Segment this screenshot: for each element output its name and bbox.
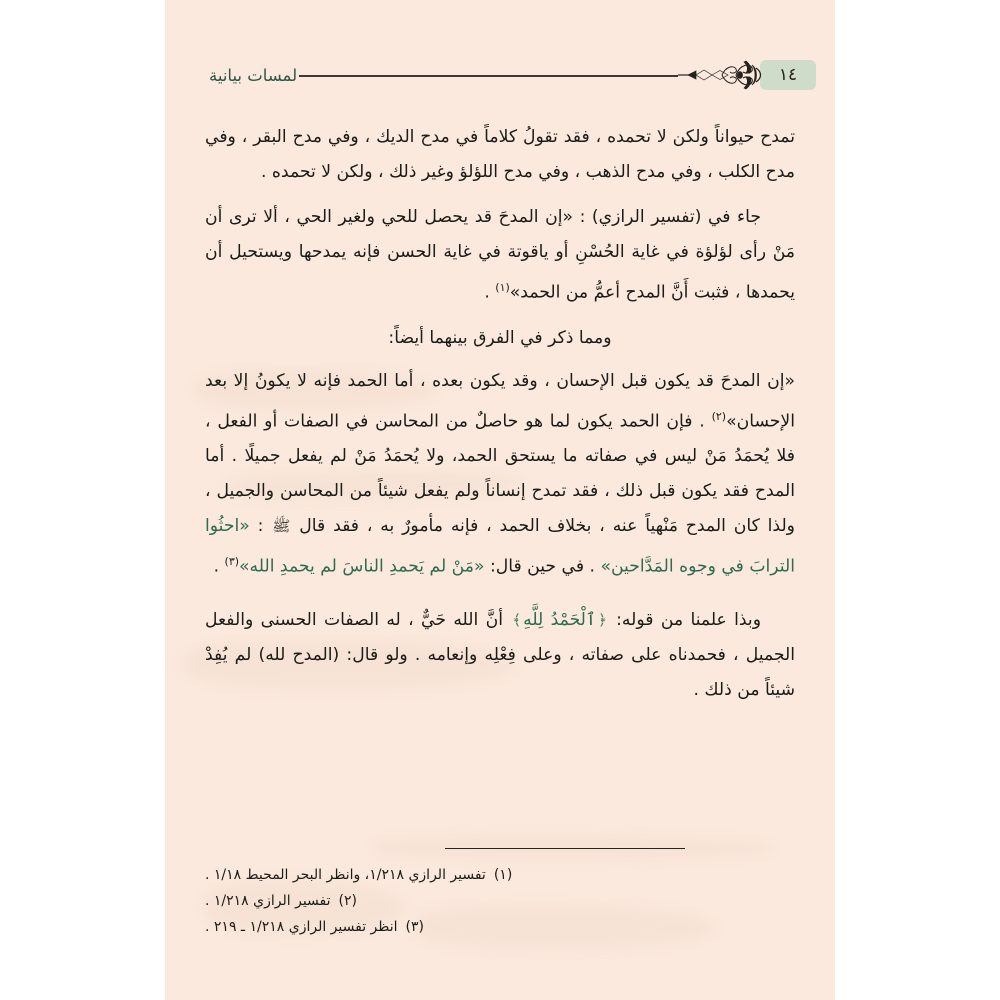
paragraph-4-tail: . فإن الحمد يكون لما هو حاصلٌ من المحاسن في الصفات أو الفعل ، فلا يُحمَدُ مَنْ ليس في صفاته ما يستحق الحمد، ولا يُحمَدُ مَنْ لم يفعل جميلًا . أما المدح فقد يكون قبل ذلك ، فقد تمدح إنساناً ولم يفعل شيئاً من المحاسن والجميل ، ولذا كان المدح مَنْهياً عنه ، بخلاف الحمد ، فإنه مأمورٌ به ، فقد قال: [205, 411, 795, 537]
footnote-ref-1: (١): [495, 281, 510, 294]
footnote-ref-3: (٣): [224, 555, 240, 569]
paragraph-1-text: تمدح حيواناً ولكن لا تحمده ، فقد تقولُ كلاماً في مدح الديك ، وفي مدح البقر ، وفي مدح الكلب ، وفي مدح الذهب ، وفي مدح اللؤلؤ وغير ذلك ، ولكن لا تحمده .: [205, 127, 795, 182]
paragraph-2-text: جاء في (تفسير الرازي) : «إن المدحَ قد يحصل للحي ولغير الحي ، ألا ترى أن مَنْ رأى لؤلؤة في غاية الحُسْنِ أو ياقوتة في غاية الحسن فإنه يمدحها ويستحيل أن يحمدها ، فثبت أَنَّ المدح أعمُّ من الحمد»: [205, 207, 795, 303]
footnote-item: [205, 914, 795, 940]
page-body: [205, 120, 795, 718]
floral-divider-ornament: [678, 60, 764, 90]
quran-verse-text: ٱلْحَمْدُ لِلَّهِ: [523, 610, 596, 631]
running-header: [195, 58, 810, 92]
colon-separator: :: [249, 516, 272, 537]
book-page: [165, 0, 835, 1000]
book-title: لمسات بيانية: [209, 65, 298, 85]
sallallahu-alayhi-wasallam-glyph: ﷺ: [272, 517, 291, 536]
footnote-text: تفسير الرازي ١/٢١٨ .: [205, 893, 331, 909]
hadith-tail: .: [213, 557, 225, 578]
paragraph-2: [205, 200, 795, 311]
paragraph-1: [205, 120, 795, 190]
paragraph-4-text: «إن المدحَ قد يكون قبل الإحسان ، وقد يكون بعده ، أما الحمد فإنه لا يكونُ إلا بعد الإحسان»: [205, 370, 795, 432]
paragraph-4: [205, 364, 795, 585]
footnote-separator-rule: [445, 848, 685, 849]
paragraph-spacer: [205, 589, 795, 603]
footnote-text: انظر تفسير الرازي ١/٢١٨ ـ ٢١٩ .: [205, 919, 398, 935]
hadith-middle-text: . في حين قال:: [484, 557, 601, 578]
footnote-number: (٢): [338, 893, 357, 909]
paragraph-6-tail-text: أنَّ الله حَيٌّ ، له الصفات الحسنى والفعل الجميل ، فحمدناه على صفاته ، وعلى فِعْلِه وإنعامه . ولو قال: (المدح لله) لم يُفِدْ شيئاً من ذلك .: [205, 610, 795, 701]
paragraph-2-tail: .: [484, 282, 496, 303]
paragraph-6: [205, 603, 795, 708]
footnote-ref-2: (٢): [711, 409, 727, 423]
footnotes-block: [205, 862, 795, 940]
paragraph-3-text: ومما ذكر في الفرق بينهما أيضاً:: [388, 327, 612, 348]
hadith-text-2: «مَنْ لم يَحمدِ الناسَ لم يحمدِ الله»: [239, 557, 485, 578]
footnote-item: [205, 888, 795, 914]
footnote-number: (٣): [405, 919, 425, 935]
header-rule: [299, 75, 678, 76]
paragraph-6-lead-text: وبذا علمنا من قوله:: [608, 610, 761, 631]
hadith-text-1: «احثُوا الترابَ في وجوه المَدَّاحين»: [205, 516, 795, 578]
footnote-item: [205, 862, 795, 888]
footnote-text: تفسير الرازي ١/٢١٨، وانظر البحر المحيط ١/١٨ .: [205, 867, 486, 883]
footnote-number: (١): [493, 867, 513, 883]
paragraph-3-lead: [205, 321, 795, 356]
verse-close-ornament: ﴾: [512, 611, 522, 630]
verse-open-ornament: ﴿: [598, 611, 607, 630]
page-number-badge: ١٤: [760, 60, 816, 90]
